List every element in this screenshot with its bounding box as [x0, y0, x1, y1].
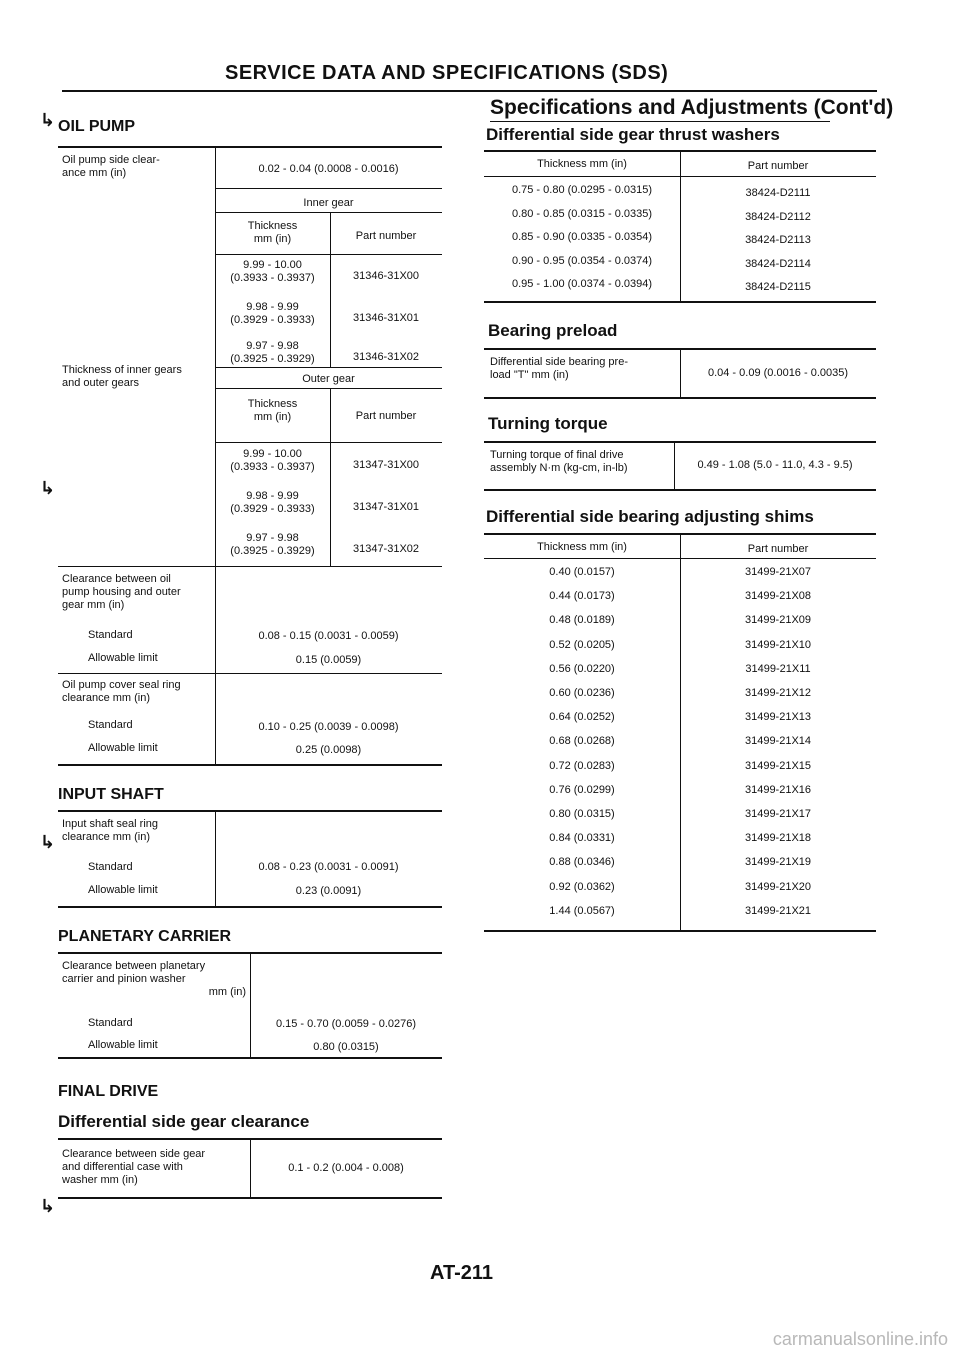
inner-gear-label: Inner gear: [303, 197, 354, 209]
side-gear-clearance-label: Clearance between side gear and differential case with washer mm (in): [62, 1148, 206, 1186]
seal-standard-value: 0.10 - 0.25 (0.0039 - 0.0098): [258, 721, 399, 733]
shim-row-thickness: 0.48 (0.0189): [549, 614, 615, 627]
side-gear-clearance-heading: Differential side gear clearance: [58, 1112, 310, 1131]
outer-thickness-header: Thickness mm (in): [247, 398, 298, 423]
thrust-row-part: 38424-D2115: [745, 281, 811, 293]
housing-clearance-label: Clearance between oil pump housing and outer gear mm (in): [62, 573, 181, 611]
shim-row-part: 31499-21X17: [744, 808, 812, 820]
shim-row-part: 31499-21X11: [745, 662, 811, 675]
housing-limit-label: Allowable limit: [88, 652, 158, 664]
shim-row-part: 31499-21X13: [744, 711, 812, 724]
seal-limit-value: 0.25 (0.0098): [295, 744, 362, 756]
corner-mark-icon: ↳: [40, 832, 56, 852]
thrust-washers-heading: Differential side gear thrust washers: [486, 125, 780, 144]
input-standard-value: 0.08 - 0.23 (0.0031 - 0.0091): [258, 861, 399, 873]
header-rule: [62, 90, 877, 92]
outer-part-header: Part number: [355, 410, 417, 422]
thrust-col-thickness: Thickness mm (in): [537, 158, 627, 170]
shim-row-part: 31499-21X20: [744, 880, 812, 893]
shim-row-thickness: 0.56 (0.0220): [549, 662, 615, 675]
shim-row-thickness: 0.88 (0.0346): [549, 856, 615, 869]
inner-row-part: 31346-31X00: [352, 270, 420, 282]
input-shaft-label: Input shaft seal ring clearance mm (in): [62, 818, 159, 843]
outer-row-part: 31347-31X01: [352, 501, 420, 513]
gear-thickness-label: Thickness of inner gears and outer gears: [62, 364, 182, 389]
side-clearance-value: 0.02 - 0.04 (0.0008 - 0.0016): [258, 163, 399, 175]
seal-limit-label: Allowable limit: [88, 742, 158, 754]
shim-row-thickness: 0.76 (0.0299): [549, 783, 615, 796]
page-number: AT-211: [430, 1262, 493, 1284]
shim-row-thickness: 0.40 (0.0157): [549, 566, 615, 578]
housing-standard-value: 0.08 - 0.15 (0.0031 - 0.0059): [258, 630, 399, 642]
shim-row-thickness: 1.44 (0.0567): [549, 904, 615, 917]
shim-row-part: 31499-21X19: [744, 856, 812, 869]
thrust-col-part: Part number: [747, 160, 809, 172]
planetary-label: [62, 960, 246, 999]
turning-torque-value: 0.49 - 1.08 (5.0 - 11.0, 4.3 - 9.5): [697, 459, 853, 471]
bearing-preload-value: 0.04 - 0.09 (0.0016 - 0.0035): [707, 367, 849, 379]
outer-row-part: 31347-31X02: [352, 543, 420, 555]
thrust-row-thickness: 0.75 - 0.80 (0.0295 - 0.0315): [511, 184, 653, 196]
shim-row-thickness: 0.68 (0.0268): [549, 735, 615, 748]
side-clearance-label: Oil pump side clear- ance mm (in): [62, 154, 160, 179]
outer-row-thickness: 9.98 - 9.99 (0.3929 - 0.3933): [230, 490, 315, 515]
shim-row-part: 31499-21X15: [744, 759, 812, 772]
thrust-row-thickness: 0.80 - 0.85 (0.0315 - 0.0335): [511, 207, 653, 220]
thrust-row-part: 38424-D2113: [745, 234, 811, 246]
inner-row-thickness: 9.97 - 9.98 (0.3925 - 0.3929): [230, 340, 315, 365]
shim-row-part: 31499-21X10: [744, 638, 812, 651]
page-subtitle: Specifications and Adjustments (Cont'd): [490, 96, 894, 119]
planetary-label-line: Clearance between planetary: [62, 960, 206, 972]
input-shaft-heading: INPUT SHAFT: [58, 786, 164, 803]
shim-row-part: 31499-21X07: [744, 566, 812, 578]
shim-row-part: 31499-21X14: [744, 735, 812, 748]
planetary-label-line: carrier and pinion washer: [62, 973, 186, 985]
thrust-row-thickness: 0.90 - 0.95 (0.0354 - 0.0374): [511, 254, 653, 267]
corner-mark-icon: ↳: [40, 1196, 56, 1216]
planetary-limit-label: Allowable limit: [88, 1039, 158, 1051]
planetary-label-line: mm (in): [208, 986, 246, 998]
inner-row-thickness: 9.98 - 9.99 (0.3929 - 0.3933): [230, 301, 315, 326]
inner-row-part: 31346-31X01: [352, 312, 420, 324]
thrust-row-part: 38424-D2114: [745, 257, 811, 270]
shim-row-thickness: 0.44 (0.0173): [549, 590, 615, 603]
shim-row-part: 31499-21X08: [744, 590, 812, 603]
turning-torque-label: Turning torque of final drive assembly N·m (kg-cm, in-lb): [490, 449, 628, 474]
shim-row-thickness: 0.92 (0.0362): [549, 880, 615, 893]
shim-row-thickness: 0.84 (0.0331): [549, 832, 615, 845]
inner-row-thickness: 9.99 - 10.00 (0.3933 - 0.3937): [230, 259, 315, 284]
thrust-row-part: 38424-D2111: [745, 187, 811, 199]
shim-row-thickness: 0.80 (0.0315): [549, 808, 615, 820]
inner-thickness-header: Thickness mm (in): [247, 220, 298, 245]
oil-pump-heading: OIL PUMP: [58, 118, 136, 135]
final-drive-heading: FINAL DRIVE: [58, 1083, 159, 1100]
subtitle-rule: [490, 121, 830, 122]
adjusting-shims-heading: Differential side bearing adjusting shims: [486, 507, 814, 526]
planetary-standard-value: 0.15 - 0.70 (0.0059 - 0.0276): [275, 1018, 417, 1030]
input-limit-label: Allowable limit: [88, 884, 158, 896]
bearing-preload-heading: Bearing preload: [488, 321, 618, 340]
corner-mark-icon: ↳: [40, 478, 56, 498]
page-title: SERVICE DATA AND SPECIFICATIONS (SDS): [225, 62, 669, 84]
planetary-standard-label: Standard: [88, 1017, 133, 1029]
thrust-row-thickness: 0.95 - 1.00 (0.0374 - 0.0394): [511, 278, 653, 290]
corner-mark-icon: ↳: [40, 110, 56, 130]
shim-row-part: 31499-21X09: [744, 614, 812, 627]
shim-row-thickness: 0.60 (0.0236): [549, 687, 615, 699]
planetary-carrier-heading: PLANETARY CARRIER: [58, 928, 232, 945]
shim-row-thickness: 0.72 (0.0283): [549, 759, 615, 772]
outer-gear-label: Outer gear: [302, 373, 355, 385]
outer-row-part: 31347-31X00: [352, 459, 420, 471]
shim-row-part: 31499-21X12: [744, 687, 812, 699]
inner-row-part: 31346-31X02: [352, 351, 420, 363]
thrust-row-part: 38424-D2112: [745, 210, 811, 223]
outer-row-thickness: 9.97 - 9.98 (0.3925 - 0.3929): [230, 532, 315, 557]
bearing-preload-label: Differential side bearing pre- load "T" mm (in): [490, 356, 628, 381]
input-standard-label: Standard: [88, 861, 133, 873]
outer-row-thickness: 9.99 - 10.00 (0.3933 - 0.3937): [230, 448, 315, 473]
shims-col-thickness: Thickness mm (in): [537, 541, 627, 553]
shim-row-part: 31499-21X18: [744, 832, 812, 845]
side-gear-clearance-value: 0.1 - 0.2 (0.004 - 0.008): [288, 1162, 404, 1174]
housing-limit-value: 0.15 (0.0059): [295, 654, 362, 666]
shim-row-thickness: 0.52 (0.0205): [549, 638, 615, 651]
shims-col-part: Part number: [747, 543, 809, 555]
inner-part-header: Part number: [355, 230, 417, 242]
turning-torque-heading: Turning torque: [488, 414, 608, 433]
planetary-limit-value: 0.80 (0.0315): [313, 1041, 379, 1053]
seal-standard-label: Standard: [88, 719, 133, 731]
watermark: carmanualsonline.info: [772, 1329, 948, 1349]
shim-row-part: 31499-21X16: [744, 783, 812, 796]
seal-ring-clearance-label: Oil pump cover seal ring clearance mm (in): [62, 679, 181, 704]
housing-standard-label: Standard: [88, 629, 133, 641]
thrust-row-thickness: 0.85 - 0.90 (0.0335 - 0.0354): [511, 231, 653, 243]
input-limit-value: 0.23 (0.0091): [295, 885, 362, 897]
shim-row-part: 31499-21X21: [744, 904, 812, 917]
shim-row-thickness: 0.64 (0.0252): [549, 711, 615, 724]
